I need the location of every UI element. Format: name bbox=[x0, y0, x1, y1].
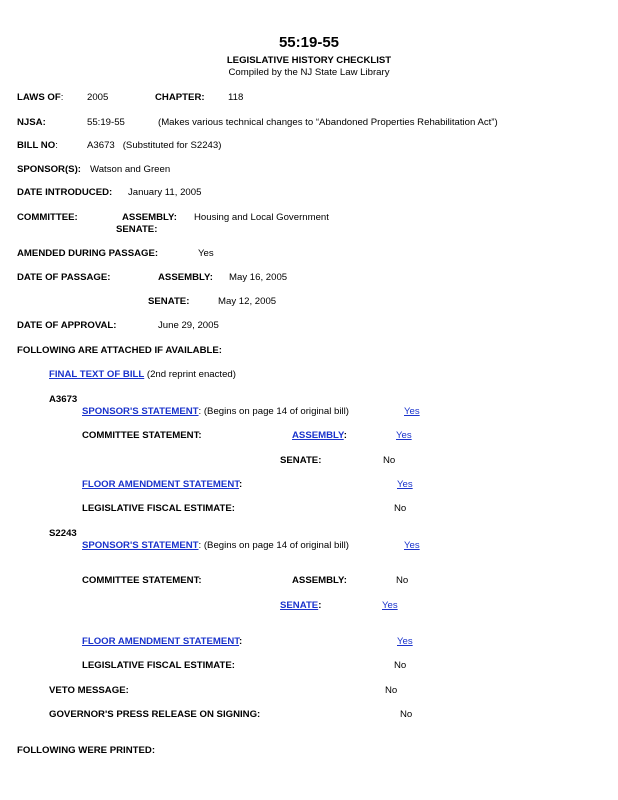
veto-value: No bbox=[385, 685, 398, 696]
s2243-sponsor-statement-link[interactable]: SPONSOR'S STATEMENT bbox=[82, 540, 199, 551]
a3673-floor-amendment-link[interactable]: FLOOR AMENDMENT STATEMENT bbox=[82, 479, 240, 490]
a3673-assembly-row: ASSEMBLY: bbox=[292, 430, 347, 441]
passage-senate-value: May 12, 2005 bbox=[218, 296, 277, 307]
s2243-fiscal-value: No bbox=[394, 660, 407, 671]
passage-senate-label: SENATE: bbox=[148, 296, 190, 307]
committee-senate-label: SENATE: bbox=[116, 224, 158, 235]
final-text-note: (2nd reprint enacted) bbox=[146, 369, 236, 380]
printed-heading: FOLLOWING WERE PRINTED: bbox=[17, 745, 156, 756]
final-text-link[interactable]: FINAL TEXT OF BILL bbox=[49, 369, 145, 380]
page-title: 55:19-55 bbox=[278, 34, 340, 51]
a3673-label: A3673 bbox=[49, 394, 78, 405]
final-text-row bbox=[49, 369, 236, 381]
s2243-floor-yes-link[interactable]: Yes bbox=[397, 636, 413, 647]
a3673-committee-label: COMMITTEE STATEMENT: bbox=[82, 430, 202, 441]
committee-assembly-label: ASSEMBLY: bbox=[122, 212, 177, 223]
a3673-fiscal-label: LEGISLATIVE FISCAL ESTIMATE: bbox=[82, 503, 235, 514]
s2243-fiscal-label: LEGISLATIVE FISCAL ESTIMATE: bbox=[82, 660, 235, 671]
committee-assembly-value: Housing and Local Government bbox=[194, 212, 329, 223]
s2243-sponsor-yes-link[interactable]: Yes bbox=[404, 540, 420, 551]
a3673-assembly-link[interactable]: ASSEMBLY bbox=[292, 430, 344, 441]
chapter-label: CHAPTER: bbox=[155, 92, 205, 103]
date-of-approval-label: DATE OF APPROVAL: bbox=[17, 320, 117, 331]
amended-value: Yes bbox=[198, 248, 214, 259]
a3673-floor-yes-link[interactable]: Yes bbox=[397, 479, 413, 490]
committee-label: COMMITTEE: bbox=[17, 212, 78, 223]
governor-value: No bbox=[400, 709, 413, 720]
s2243-senate-yes-link[interactable]: Yes bbox=[382, 600, 398, 611]
s2243-floor-row: FLOOR AMENDMENT STATEMENT: bbox=[82, 636, 243, 647]
checklist-subtitle: LEGISLATIVE HISTORY CHECKLIST bbox=[226, 55, 392, 66]
a3673-sponsor-yes-link[interactable]: Yes bbox=[404, 406, 420, 417]
date-of-passage-label: DATE OF PASSAGE: bbox=[17, 272, 111, 283]
s2243-assembly-value: No bbox=[396, 575, 409, 586]
a3673-fiscal-value: No bbox=[394, 503, 407, 514]
passage-assembly-label: ASSEMBLY: bbox=[158, 272, 213, 283]
s2243-senate-row: SENATE: bbox=[280, 600, 322, 611]
attached-heading: FOLLOWING ARE ATTACHED IF AVAILABLE: bbox=[17, 345, 222, 356]
s2243-assembly-label: ASSEMBLY: bbox=[292, 575, 347, 586]
date-introduced-label: DATE INTRODUCED: bbox=[17, 187, 113, 198]
a3673-sponsor-statement-link[interactable]: SPONSOR'S STATEMENT bbox=[82, 406, 199, 417]
njsa-value: 55:19-55 bbox=[87, 117, 125, 128]
compiled-by: Compiled by the NJ State Law Library bbox=[228, 67, 390, 78]
s2243-floor-amendment-link[interactable]: FLOOR AMENDMENT STATEMENT bbox=[82, 636, 240, 647]
date-introduced-value: January 11, 2005 bbox=[128, 187, 202, 198]
s2243-label: S2243 bbox=[49, 528, 77, 539]
s2243-committee-label: COMMITTEE STATEMENT: bbox=[82, 575, 202, 586]
a3673-senate-value: No bbox=[383, 455, 396, 466]
governor-label: GOVERNOR'S PRESS RELEASE ON SIGNING: bbox=[49, 709, 261, 720]
njsa-description: (Makes various technical changes to “Abandoned Properties Rehabilitation Act”) bbox=[158, 117, 498, 128]
laws-of-label: LAWS OF: bbox=[17, 92, 64, 103]
date-of-approval-value: June 29, 2005 bbox=[158, 320, 219, 331]
veto-label: VETO MESSAGE: bbox=[49, 685, 129, 696]
a3673-assembly-yes-link[interactable]: Yes bbox=[396, 430, 412, 441]
njsa-label: NJSA: bbox=[17, 117, 46, 128]
a3673-senate-label: SENATE: bbox=[280, 455, 322, 466]
s2243-sponsor-row bbox=[82, 540, 349, 552]
bill-no-label: BILL NO: bbox=[17, 140, 58, 151]
a3673-sponsor-note: : (Begins on page 14 of original bill) bbox=[198, 406, 349, 417]
sponsors-label: SPONSOR(S): bbox=[17, 164, 81, 175]
a3673-floor-row: FLOOR AMENDMENT STATEMENT: bbox=[82, 479, 243, 490]
bill-no-value: A3673 (Substituted for S2243) bbox=[87, 140, 222, 151]
a3673-sponsor-row bbox=[82, 406, 349, 418]
laws-of-value: 2005 bbox=[87, 92, 109, 103]
s2243-sponsor-note: : (Begins on page 14 of original bill) bbox=[198, 540, 349, 551]
amended-label: AMENDED DURING PASSAGE: bbox=[17, 248, 159, 259]
sponsors-value: Watson and Green bbox=[90, 164, 171, 175]
chapter-value: 118 bbox=[228, 92, 244, 103]
passage-assembly-value: May 16, 2005 bbox=[229, 272, 288, 283]
s2243-senate-link[interactable]: SENATE bbox=[280, 600, 319, 611]
